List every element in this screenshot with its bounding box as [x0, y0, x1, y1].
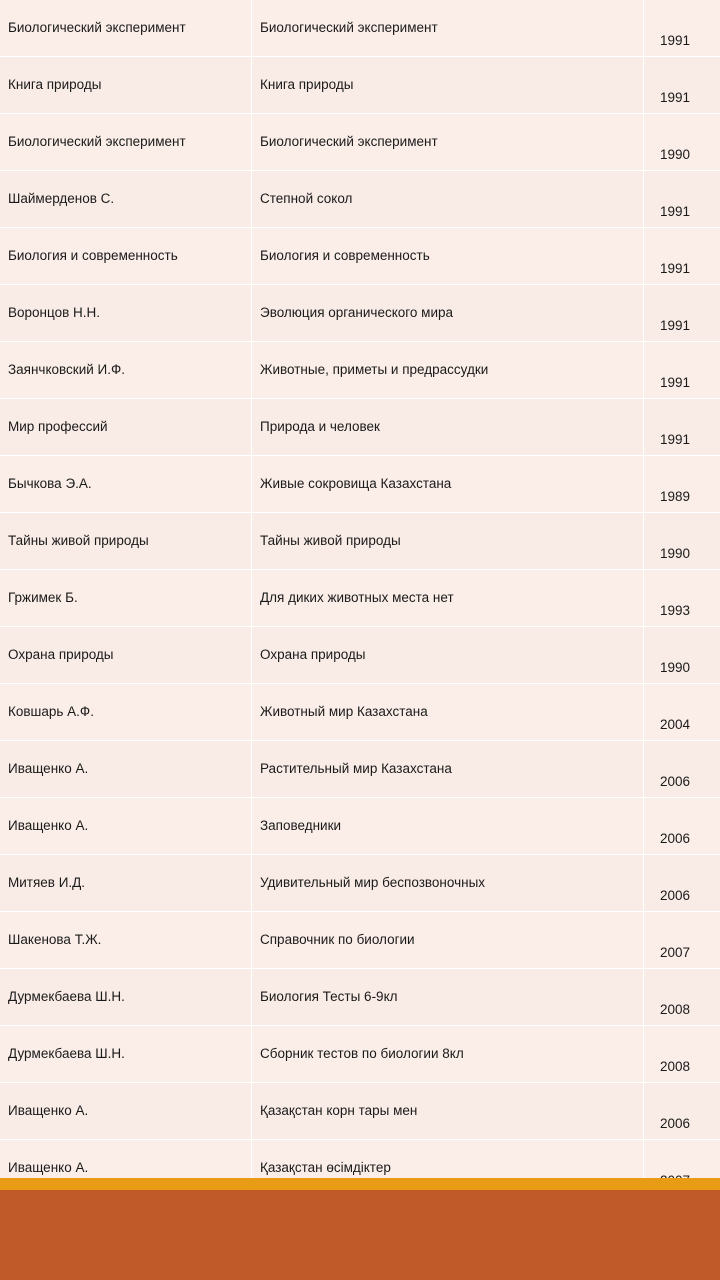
cell-author: Шакенова Т.Ж. [0, 912, 252, 968]
cell-author: Биология и современность [0, 228, 252, 284]
cell-year: 1991 [660, 33, 691, 49]
cell-author: Охрана природы [0, 627, 252, 683]
cell-year: 1993 [660, 603, 691, 619]
table-row [0, 0, 720, 57]
cell-author: Тайны живой природы [0, 513, 252, 569]
cell-author: Шаймерденов С. [0, 171, 252, 227]
cell-title: Охрана природы [252, 627, 644, 683]
table-row [0, 114, 720, 171]
cell-author: Книга природы [0, 57, 252, 113]
cell-author: Митяев И.Д. [0, 855, 252, 911]
table-row [0, 456, 720, 513]
cell-title: Животные, приметы и предрассудки [252, 342, 644, 398]
cell-author: Биологический эксперимент [0, 114, 252, 170]
cell-title: Удивительный мир беспозвоночных [252, 855, 644, 911]
table-row [0, 1026, 720, 1083]
cell-author: Дурмекбаева Ш.Н. [0, 969, 252, 1025]
cell-author: Ковшарь А.Ф. [0, 684, 252, 740]
cell-year: 1991 [660, 375, 691, 391]
cell-author: Иващенко А. [0, 798, 252, 854]
table-row [0, 570, 720, 627]
cell-author: Воронцов Н.Н. [0, 285, 252, 341]
cell-year: 2006 [660, 831, 691, 847]
cell-title: Справочник по биологии [252, 912, 644, 968]
table-row [0, 513, 720, 570]
cell-title: Сборник тестов по биологии 8кл [252, 1026, 644, 1082]
cell-year: 2007 [660, 945, 691, 961]
cell-year: 2008 [660, 1002, 691, 1018]
cell-author: Заянчковский И.Ф. [0, 342, 252, 398]
table-row [0, 342, 720, 399]
cell-author: Иващенко А. [0, 1140, 252, 1196]
cell-author: Бычкова Э.А. [0, 456, 252, 512]
cell-author: Гржимек Б. [0, 570, 252, 626]
table-row [0, 741, 720, 798]
cell-author: Мир профессий [0, 399, 252, 455]
cell-title: Для диких животных места нет [252, 570, 644, 626]
cell-title: Животный мир Казахстана [252, 684, 644, 740]
table-row [0, 969, 720, 1026]
cell-author: Иващенко А. [0, 1083, 252, 1139]
cell-year: 2006 [660, 774, 691, 790]
cell-title: Биологический эксперимент [252, 114, 644, 170]
cell-year: 1990 [660, 546, 691, 562]
cell-year: 1991 [660, 204, 691, 220]
footer-orange-band [0, 1190, 720, 1280]
table-row [0, 171, 720, 228]
table-row [0, 1083, 720, 1140]
cell-title: Биология и современность [252, 228, 644, 284]
cell-year: 1990 [660, 147, 691, 163]
table-row [0, 285, 720, 342]
cell-title: Эволюция органического мира [252, 285, 644, 341]
table-row [0, 912, 720, 969]
table-row [0, 855, 720, 912]
footer-gold-band [0, 1178, 720, 1190]
cell-author: Биологический эксперимент [0, 0, 252, 56]
cell-author: Дурмекбаева Ш.Н. [0, 1026, 252, 1082]
cell-author: Иващенко А. [0, 741, 252, 797]
cell-title: Биология Тесты 6-9кл [252, 969, 644, 1025]
cell-year: 2006 [660, 888, 691, 904]
cell-title: Қазақстан өсімдіктер [252, 1140, 644, 1196]
cell-title: Заповедники [252, 798, 644, 854]
cell-title: Тайны живой природы [252, 513, 644, 569]
cell-year: 1991 [660, 261, 691, 277]
cell-year: 2004 [660, 717, 691, 733]
cell-year: 2006 [660, 1116, 691, 1132]
cell-title: Природа и человек [252, 399, 644, 455]
table-row [0, 228, 720, 285]
cell-year: 1989 [660, 489, 691, 505]
table-row [0, 798, 720, 855]
table-row [0, 684, 720, 741]
table-row [0, 57, 720, 114]
table-row [0, 399, 720, 456]
cell-title: Қазақстан корн тары мен [252, 1083, 644, 1139]
cell-title: Биологический эксперимент [252, 0, 644, 56]
cell-title: Степной сокол [252, 171, 644, 227]
cell-year: 1991 [660, 432, 691, 448]
cell-year: 1991 [660, 90, 691, 106]
cell-year: 1991 [660, 318, 691, 334]
cell-year: 2008 [660, 1059, 691, 1075]
cell-title: Живые сокровища Казахстана [252, 456, 644, 512]
table-row [0, 627, 720, 684]
cell-title: Растительный мир Казахстана [252, 741, 644, 797]
cell-title: Книга природы [252, 57, 644, 113]
cell-year: 1990 [660, 660, 691, 676]
